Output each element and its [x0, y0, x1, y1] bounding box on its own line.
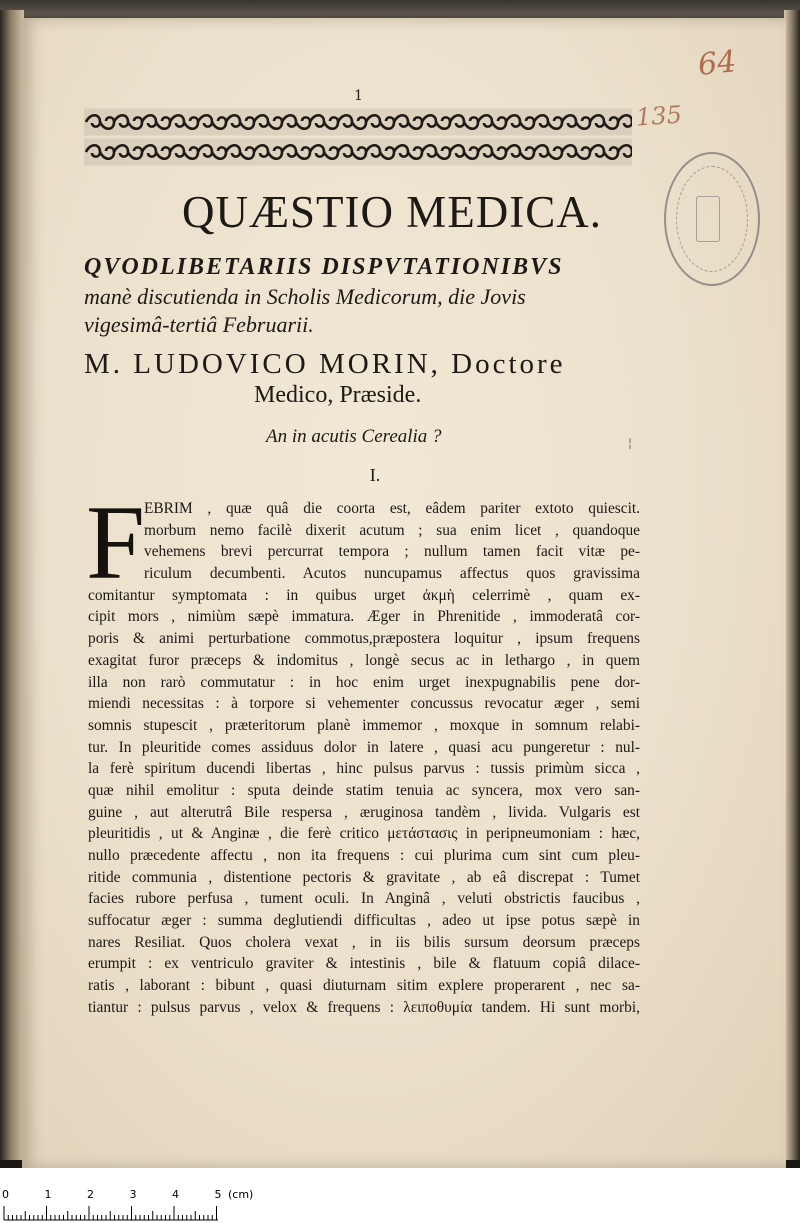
handwritten-folio: 64: [696, 44, 738, 83]
page-title: QUÆSTIO MEDICA.: [182, 187, 602, 237]
ruler-label: 0: [2, 1188, 9, 1201]
disputation-question: An in acutis Cerealia ?: [266, 426, 442, 447]
body-line: pleuritidis , ut & Anginæ , die ferè critico μετάστασις in peripneumoniam : hæc,: [88, 825, 640, 843]
ornament-band: [84, 108, 632, 168]
body-text: [88, 498, 640, 1019]
margin-mark: ¦: [628, 436, 633, 450]
praeses-line-1: M. LUDOVICO MORIN, Doctore: [84, 348, 566, 380]
body-line: exagitat furor præceps & indomitus , longè secus ac in lethargo , in quem: [88, 651, 640, 669]
body-line: la ferè spiritum ducendi libertas , hinc pulsus parvus : tussis primùm sicca ,: [88, 760, 640, 778]
book-right-edge: [784, 10, 800, 1160]
body-line: ratis , laborant : bibunt , quasi diuturnam sitim explere properarent , nec sa-: [88, 977, 640, 995]
handwritten-number: 135: [635, 100, 683, 132]
subtitle-line-2: manè discutienda in Scholis Medicorum, die Jovis: [84, 284, 526, 309]
ruler-label: 4: [172, 1188, 179, 1201]
body-line: tur. In pleuritide comes assiduus dolor in latere , quasi acu pungeretur : nul-: [88, 738, 640, 756]
ruler-label: 1: [44, 1188, 52, 1201]
body-line: quæ nihil emolitur : sputa deinde statim tenuia ac syncera, mox vero san-: [88, 781, 640, 799]
ruler-label: 3: [129, 1188, 137, 1201]
subtitle-line-1: QVODLIBETARIIS DISPVTATIONIBVS: [84, 254, 564, 280]
ruler-label: 5: [214, 1188, 222, 1201]
ruler-label: 2: [87, 1188, 94, 1201]
praeses-line-2: Medico, Præside.: [254, 382, 422, 408]
body-line: guine , aut alterutrâ Bile respersa , æruginosa tandèm , livida. Vulgaris est: [88, 803, 640, 821]
body-line: vehemens brevi percurrat tempora ; nullum tamen facit vitæ pe-: [144, 543, 640, 561]
body-line: morbum nemo facilè dixerit acutum ; sua enim licet , quandoque: [144, 521, 640, 539]
scale-ruler: [0, 1186, 240, 1222]
body-line: EBRIM , quæ quâ die coorta est, eâdem pariter extoto quiescit.: [144, 500, 640, 517]
body-line: comitantur symptomata : in quibus urget ἀκμὴ celerrimè , quam ex-: [88, 586, 640, 604]
body-line: miendi necessitas : à torpore si vehementer concussus revocatur æger , semi: [88, 695, 640, 713]
book-left-edge: [0, 10, 24, 1160]
body-line: nares Resiliat. Quos cholera vexat , in iis bilis sursum deorsum præceps: [88, 933, 640, 951]
body-line: illa non rarò commutatur : in hoc enim urget inexpugnabilis pene dor-: [88, 673, 640, 691]
body-line: cipit mors , nimiùm sæpè immatura. Æger in Phrenitide , immoderatâ cor-: [88, 608, 640, 626]
body-line: riculum decumbenti. Acutos nuncupamus affectus quos gravissima: [144, 565, 640, 583]
body-line: tiantur : pulsus parvus , velox & frequens : λειποθυμία tandem. Hi sunt morbi,: [88, 998, 640, 1016]
section-number: I.: [369, 465, 381, 485]
book-page: [22, 18, 786, 1168]
body-line: poris & animi perturbatione commotus,præpostera loquitur , ipsum frequens: [88, 630, 640, 648]
signature-mark: 1: [354, 88, 363, 104]
subtitle-line-3: vigesimâ-tertiâ Februarii.: [84, 312, 314, 337]
body-line: nullo præcedente affectu , non ita frequens : cui plurima cum sint cum pleu-: [88, 847, 640, 864]
drop-cap: F: [86, 484, 145, 601]
body-line: ritide communia , distentione pectoris & gravitate , ab eâ discrepat : Tumet: [88, 868, 640, 886]
body-line: erumpit : ex ventriculo graviter & intestinis , bile & flatuum copiâ dilace-: [88, 955, 640, 973]
ruler-unit: (cm): [228, 1188, 254, 1201]
body-line: suffocatur æger : summa deglutiendi difficultas , adeo ut ipse potus sæpè in: [88, 912, 640, 930]
body-line: facies rubore perfusa , tument oculi. In Anginâ , veluti obstrictis faucibus ,: [88, 890, 640, 908]
body-line: somnis stupescit , præteritorum planè immemor , moxque in somnum relabi-: [88, 716, 640, 734]
